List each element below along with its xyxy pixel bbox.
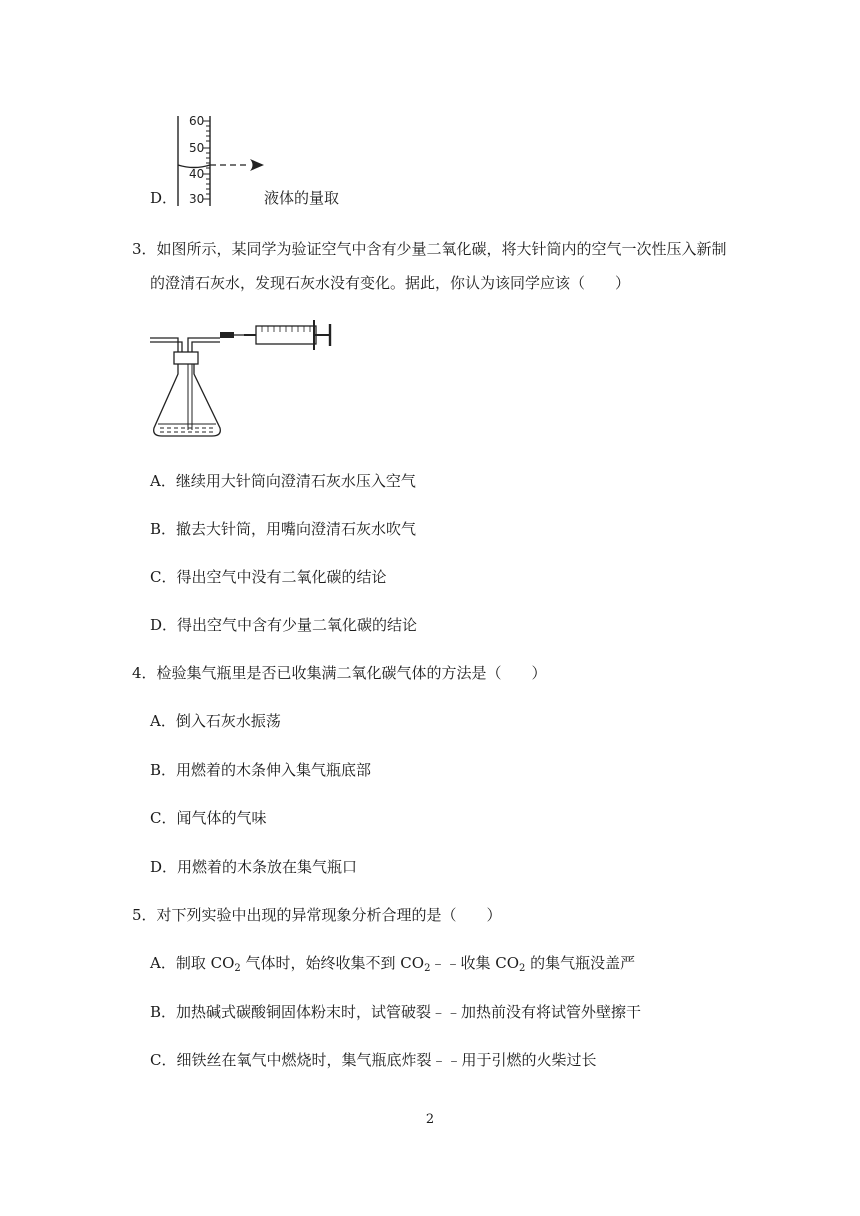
subscript: 2 — [234, 963, 241, 974]
q4-option-b: B．用燃着的木条伸入集气瓶底部 — [150, 761, 372, 779]
subscript: 2 — [424, 963, 431, 974]
eye-icon — [250, 159, 264, 171]
measuring-cylinder-figure — [170, 108, 270, 208]
q4-option-a: A．倒入石灰水振荡 — [150, 712, 281, 730]
q5-option-a-part: 气体时，始终收集不到 CO — [240, 954, 425, 972]
subscript: 2 — [519, 963, 526, 974]
cylinder-tick-label: 50 — [189, 141, 205, 155]
q4-option-c: C．闻气体的气味 — [150, 809, 267, 827]
cylinder-tick-label: 30 — [189, 192, 205, 206]
q3-option-d: D．得出空气中含有少量二氧化碳的结论 — [150, 616, 418, 634]
q5-option-a-part: A．制取 CO — [150, 954, 235, 972]
cylinder-tick-label: 60 — [189, 114, 205, 128]
syringe-flask-apparatus — [148, 318, 348, 442]
q3-stem-line2: 的澄清石灰水，发现石灰水没有变化。据此，你认为该同学应该（ ） — [150, 274, 631, 292]
q4-option-d: D．用燃着的木条放在集气瓶口 — [150, 858, 358, 876]
q3-option-a: A．继续用大针筒向澄清石灰水压入空气 — [150, 472, 416, 490]
q2-option-d-text: 液体的量取 — [264, 189, 340, 207]
q3-option-b: B．撤去大针筒，用嘴向澄清石灰水吹气 — [150, 520, 417, 538]
q5-option-b: B．加热碱式碳酸铜固体粉末时，试管破裂﹣﹣加热前没有将试管外壁擦干 — [150, 1003, 642, 1021]
q5-option-a-part: ﹣﹣收集 CO — [430, 954, 519, 972]
cylinder-tick-label: 40 — [189, 167, 205, 181]
q3-stem-line1: 3．如图所示，某同学为验证空气中含有少量二氧化碳，将大针筒内的空气一次性压入新制 — [132, 240, 727, 258]
q5-option-a-part: 的集气瓶没盖严 — [525, 954, 636, 972]
q5-option-a — [150, 953, 635, 973]
q3-option-c: C．得出空气中没有二氧化碳的结论 — [150, 568, 387, 586]
q5-option-c: C．细铁丝在氧气中燃烧时，集气瓶底炸裂﹣﹣用于引燃的火柴过长 — [150, 1051, 597, 1069]
q4-stem: 4．检验集气瓶里是否已收集满二氧化碳气体的方法是（ ） — [132, 664, 547, 682]
q5-stem: 5．对下列实验中出现的异常现象分析合理的是（ ） — [132, 906, 502, 924]
q2-option-d-letter: D． — [150, 189, 178, 207]
page-number: 2 — [425, 1112, 435, 1127]
